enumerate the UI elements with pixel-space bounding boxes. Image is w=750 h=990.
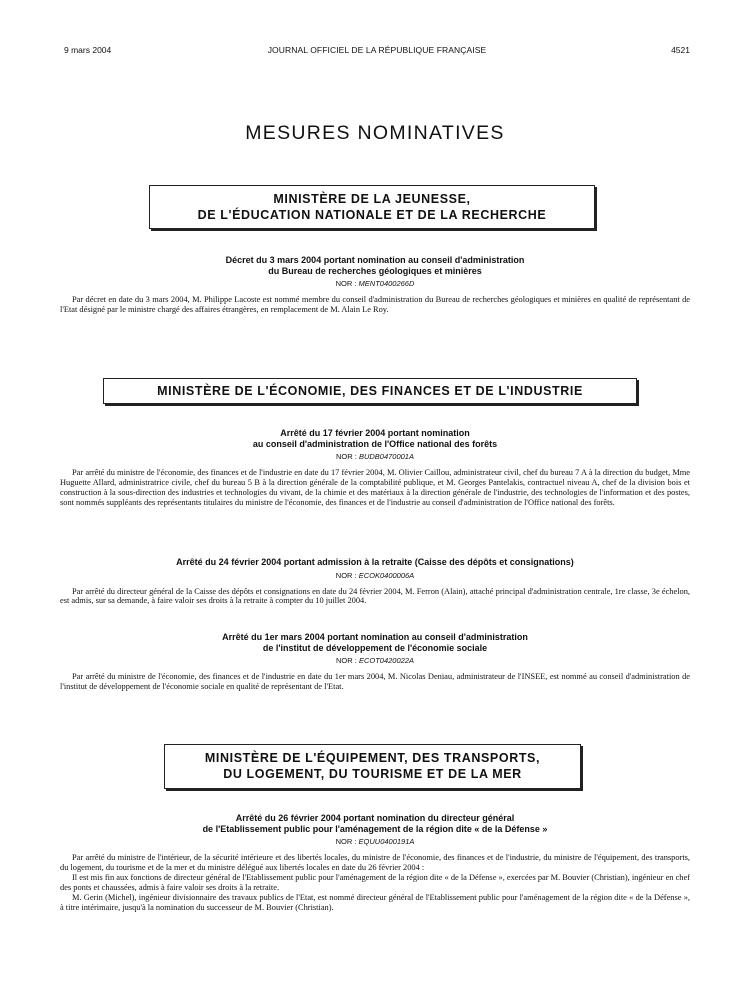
act-arrete-26-fevrier: [60, 813, 690, 912]
act-paragraph: Par arrêté du ministre de l'intérieur, de la sécurité intérieure et des libertés locales, du ministre de l'économie, des finances et de l'industrie, du ministre de l'équipement, des transports, du logement, du tourisme et de la mer et du ministre délégué aux libertés locales en date du 26 février 2004 :: [60, 853, 690, 872]
ministry-heading-equipement: [164, 744, 581, 789]
header-journal-title: JOURNAL OFFICIEL DE LA RÉPUBLIQUE FRANÇAISE: [267, 45, 487, 55]
act-arrete-17-fevrier: [60, 428, 690, 508]
act-title-line: de l'institut de développement de l'économie sociale: [262, 642, 488, 653]
ministry-heading-economie: [103, 378, 637, 404]
act-paragraph: Par arrêté du directeur général de la Caisse des dépôts et consignations en date du 24 février 2004, M. Ferron (Alain), attaché principal d'administration centrale, 1re classe, 3e échelon, est admis, sur sa demande, à faire valoir ses droits à la retraite à compter du 10 juillet 2004.: [60, 586, 690, 606]
header-date: 9 mars 2004: [64, 45, 112, 55]
nor-reference: NOR : BUDB0470001A: [336, 452, 414, 461]
page-title: MESURES NOMINATIVES: [245, 122, 505, 144]
act-title-line: Arrêté du 1er mars 2004 portant nomination au conseil d'administration: [222, 632, 528, 642]
act-title-line: de l'Etablissement public pour l'aménagement de la région dite « de la Défense »: [202, 823, 548, 834]
act-title-line: Arrêté du 24 février 2004 portant admission à la retraite (Caisse des dépôts et consignations): [176, 557, 574, 567]
ministry-line: MINISTÈRE DE LA JEUNESSE,: [273, 192, 471, 206]
act-paragraph: Par décret en date du 3 mars 2004, M. Philippe Lacoste est nommé membre du conseil d'administration du Bureau de recherches géologiques et minières en qualité de représentant de l'Etat désigné par le ministre chargé des affaires étrangères, en remplacement de M. Alain Le Roy.: [60, 295, 690, 314]
act-body: [60, 468, 690, 508]
act-paragraph: Par arrêté du ministre de l'économie, des finances et de l'industrie en date du 1er mars 2004, M. Nicolas Deniau, administrateur de l'INSEE, est nommé au conseil d'administration de l'institut de développement de l'économie sociale en qualité de représentant de l'Etat.: [60, 672, 690, 691]
act-title: [60, 632, 690, 653]
act-title-line: Arrêté du 17 février 2004 portant nomination: [280, 428, 470, 438]
page-header: [64, 45, 690, 59]
nor-reference: NOR : ECOK0400006A: [335, 570, 415, 580]
nor-reference: NOR : ECOT0420022A: [336, 656, 414, 665]
act-paragraph: Il est mis fin aux fonctions de directeur général de l'Etablissement public pour l'aménagement de la région dite « de la Défense », exercées par M. Bouvier (Christian), ingénieur en chef des ponts et chaussées, admis à faire valoir ses droits à la retraite.: [60, 872, 690, 892]
act-arrete-1er-mars: [60, 632, 690, 692]
act-title-line: Décret du 3 mars 2004 portant nomination au conseil d'administration: [225, 255, 525, 265]
act-paragraph: Par arrêté du ministre de l'économie, des finances et de l'industrie en date du 17 février 2004, M. Olivier Caillou, administrateur civil, chef du bureau 7 A à la direction du budget, Mme Huguette Allard, administratrice civile, chef du bureau 5 B à la direction générale de la comptabilité publique, et M. Georges Pantelakis, contractuel niveau A, chef de la division bois et construction à la sous-direction des industries et technologies du vivant, de la chimie et des matériaux à la direction générale de l'industrie, des technologies de l'information et des postes, sont nommés suppléants des représentants titulaires du ministre de l'économie, des finances et de l'industrie au conseil d'administration de l'Office national des forêts.: [60, 468, 690, 507]
act-title: [60, 428, 690, 449]
act-body: [60, 295, 690, 315]
ministry-line: DU LOGEMENT, DU TOURISME ET DE LA MER: [223, 766, 522, 781]
act-arrete-24-fevrier: [60, 557, 690, 606]
act-title-line: au conseil d'administration de l'Office national des forêts: [252, 438, 498, 449]
act-title: [60, 557, 690, 568]
act-paragraph: M. Gerin (Michel), ingénieur divisionnaire des travaux publics de l'Etat, est nommé directeur général de l'Etablissement public pour l'aménagement de la région dite « de la Défense », à titre intérimaire, jusqu'à la nomination du successeur de M. Bouvier (Christian).: [60, 892, 690, 912]
ministry-line: MINISTÈRE DE L'ÉCONOMIE, DES FINANCES ET DE L'INDUSTRIE: [157, 384, 583, 398]
ministry-line: DE L'ÉDUCATION NATIONALE ET DE LA RECHERCHE: [197, 207, 547, 222]
act-title: [60, 255, 690, 276]
ministry-heading-jeunesse: [149, 185, 595, 229]
header-page-number: 4521: [671, 45, 690, 55]
act-title-line: Arrêté du 26 février 2004 portant nomination du directeur général: [235, 813, 515, 823]
ministry-line: MINISTÈRE DE L'ÉQUIPEMENT, DES TRANSPORTS,: [204, 751, 541, 765]
act-body: [60, 672, 690, 692]
nor-reference: NOR : EQUU0400191A: [335, 837, 415, 846]
nor-reference: NOR : MENT0400266D: [335, 279, 415, 288]
act-title: [60, 813, 690, 834]
act-decret-3-mars: [60, 255, 690, 315]
act-body: [60, 587, 690, 607]
act-body: [60, 853, 690, 912]
act-title-line: du Bureau de recherches géologiques et minières: [268, 265, 482, 276]
